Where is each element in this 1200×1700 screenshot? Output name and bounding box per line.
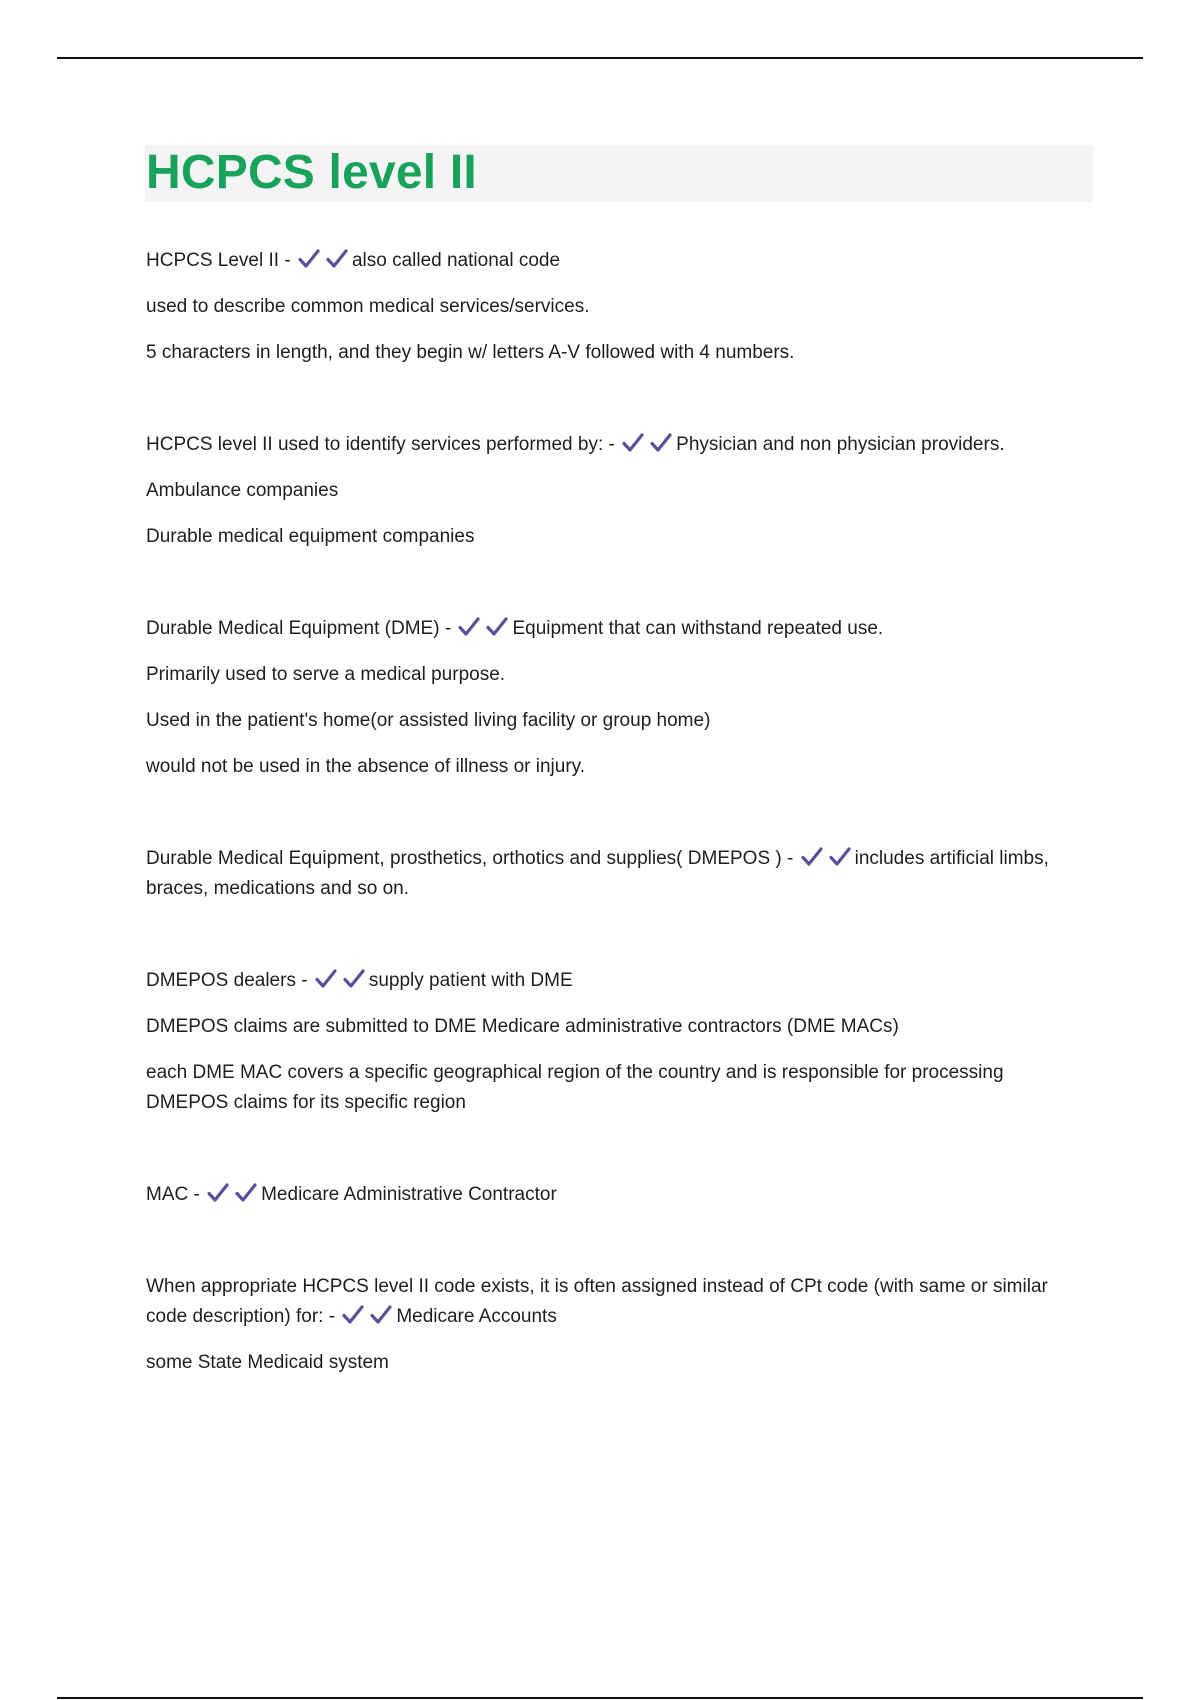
card-term: When appropriate HCPCS level II code exists, it is often assigned instead of CPt code (with same or similar code description) for: - bbox=[146, 1276, 1048, 1327]
card-answer-line: each DME MAC covers a specific geographical region of the country and is responsible for processing DMEPOS claims for its specific region bbox=[146, 1062, 1004, 1113]
check-icon bbox=[458, 617, 480, 637]
card-answer: Medicare Accounts bbox=[396, 1306, 557, 1327]
card-answer-line: DMEPOS claims are submitted to DME Medicare administrative contractors (DME MACs) bbox=[146, 1016, 899, 1037]
flashcard-list bbox=[146, 246, 1066, 1378]
check-icon bbox=[326, 249, 348, 269]
card-term: DMEPOS dealers - bbox=[146, 970, 308, 991]
card-question-line bbox=[146, 844, 1066, 904]
card-term: HCPCS Level II - bbox=[146, 250, 291, 271]
card-answer-line: 5 characters in length, and they begin w/ letters A-V followed with 4 numbers. bbox=[146, 342, 795, 363]
check-icon bbox=[315, 969, 337, 989]
card-answer-line: Durable medical equipment companies bbox=[146, 526, 475, 547]
card-answer: includes artificial limbs, braces, medications and so on. bbox=[146, 848, 1049, 899]
bottom-rule bbox=[57, 1697, 1143, 1699]
check-icon bbox=[342, 1305, 364, 1325]
page-title: HCPCS level II bbox=[146, 146, 477, 199]
card-answer-line: Ambulance companies bbox=[146, 480, 339, 501]
card-question-line bbox=[146, 966, 1066, 996]
check-icon bbox=[235, 1183, 257, 1203]
card-answer: also called national code bbox=[351, 250, 561, 271]
card-answer-line: would not be used in the absence of illness or injury. bbox=[146, 756, 586, 777]
flashcard bbox=[146, 1272, 1066, 1378]
check-icon bbox=[370, 1305, 392, 1325]
card-answer: Physician and non physician providers. bbox=[676, 434, 1005, 455]
check-icon bbox=[650, 433, 672, 453]
flashcard bbox=[146, 1180, 1066, 1210]
card-question-line bbox=[146, 430, 1066, 460]
card-question-line bbox=[146, 614, 1066, 644]
check-icon bbox=[343, 969, 365, 989]
flashcard bbox=[146, 966, 1066, 1118]
check-icon bbox=[622, 433, 644, 453]
card-term: Durable Medical Equipment, prosthetics, orthotics and supplies( DMEPOS ) - bbox=[146, 848, 794, 869]
flashcard bbox=[146, 614, 1066, 782]
card-question-line bbox=[146, 246, 1066, 276]
check-icon bbox=[829, 847, 851, 867]
card-answer-line: Primarily used to serve a medical purpose. bbox=[146, 664, 506, 685]
card-answer-line: Used in the patient's home(or assisted living facility or group home) bbox=[146, 710, 711, 731]
card-question-line bbox=[146, 1272, 1066, 1332]
card-answer-line: used to describe common medical services/services. bbox=[146, 296, 590, 317]
card-question-line bbox=[146, 1180, 1066, 1210]
card-term: MAC - bbox=[146, 1184, 200, 1205]
top-rule bbox=[57, 57, 1143, 59]
card-answer: Equipment that can withstand repeated use. bbox=[512, 618, 884, 639]
card-answer: supply patient with DME bbox=[368, 970, 573, 991]
check-icon bbox=[207, 1183, 229, 1203]
check-icon bbox=[486, 617, 508, 637]
flashcard bbox=[146, 430, 1066, 552]
check-icon bbox=[298, 249, 320, 269]
card-term: Durable Medical Equipment (DME) - bbox=[146, 618, 452, 639]
card-term: HCPCS level II used to identify services performed by: - bbox=[146, 434, 615, 455]
card-answer: Medicare Administrative Contractor bbox=[261, 1184, 557, 1205]
flashcard bbox=[146, 844, 1066, 904]
flashcard bbox=[146, 246, 1066, 368]
check-icon bbox=[801, 847, 823, 867]
card-answer-line: some State Medicaid system bbox=[146, 1352, 389, 1373]
